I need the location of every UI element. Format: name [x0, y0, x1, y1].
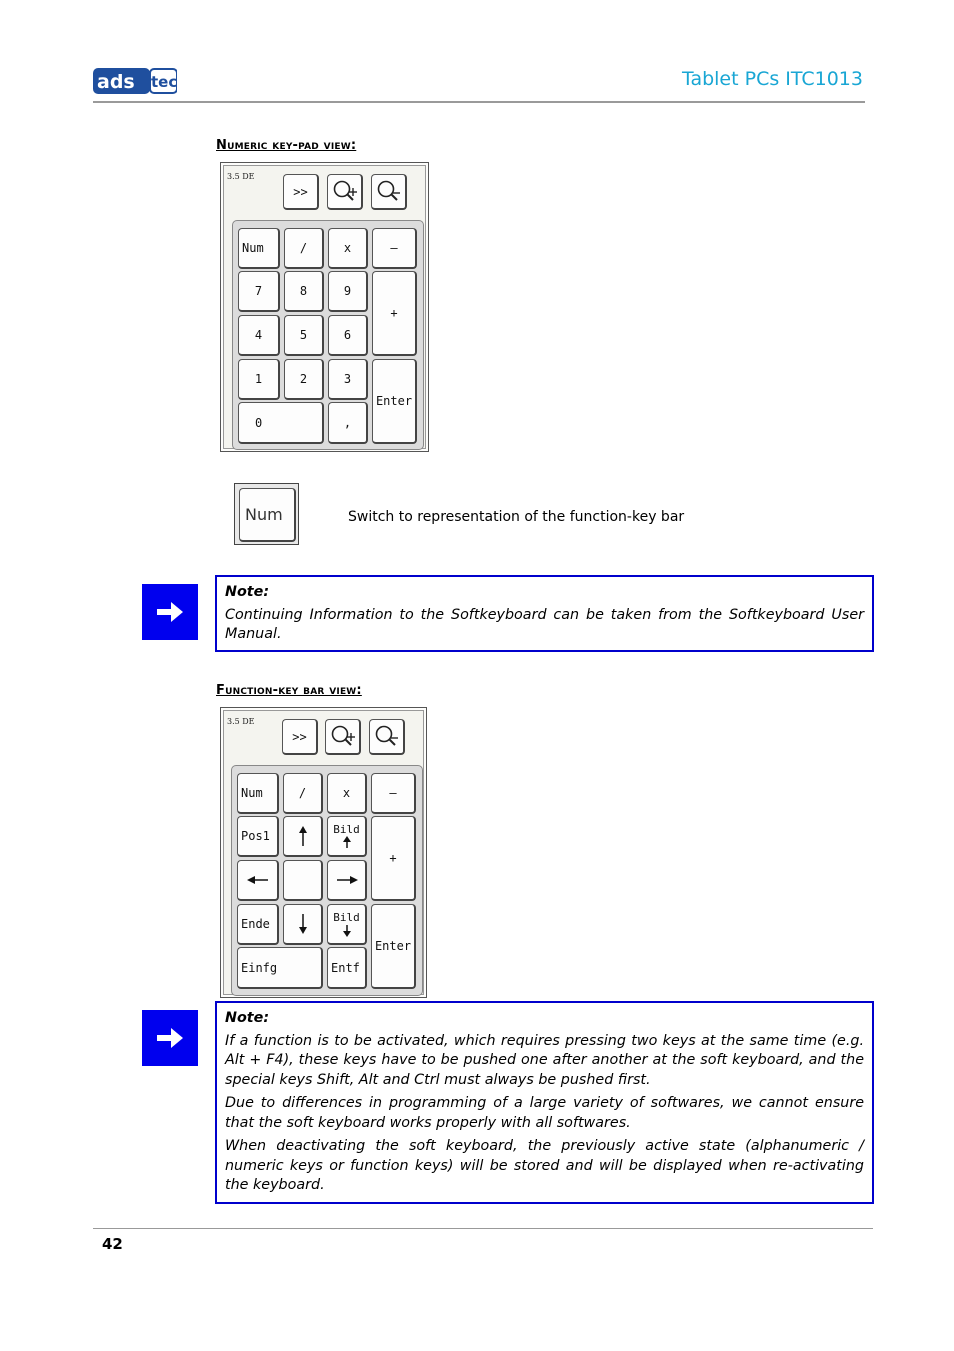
- arrow-right-icon: [155, 599, 185, 625]
- key-divide[interactable]: /: [283, 773, 323, 814]
- key-divide[interactable]: /: [284, 228, 324, 269]
- note-title: Note:: [225, 584, 270, 600]
- key-5[interactable]: 5: [284, 315, 324, 356]
- arrow-right-icon: [155, 1025, 185, 1051]
- key-arrow-right[interactable]: [327, 860, 367, 901]
- key-page-down-label: Bild: [333, 911, 360, 924]
- arrow-up-icon: [297, 825, 309, 847]
- key-minus[interactable]: –: [372, 228, 417, 269]
- key-enter[interactable]: Enter: [372, 359, 417, 444]
- page-number: 42: [102, 1235, 123, 1253]
- zoom-in-button[interactable]: [325, 719, 361, 755]
- key-minus[interactable]: –: [371, 773, 416, 814]
- zoom-out-icon: [373, 723, 401, 751]
- arrow-right-icon: [336, 874, 358, 886]
- key-ende[interactable]: Ende: [237, 904, 279, 945]
- function-keybar-screenshot: [220, 707, 427, 998]
- note-paragraph-1: If a function is to be activated, which requires pressing two keys at the same time (e.g. Alt + F4), these keys have to be pushed one after another at the soft keyboard, and the special keys Shift, Alt and Ctrl must always be pushed first.: [225, 1032, 864, 1088]
- numeric-keypad-section-title: Numeric key-pad view:: [216, 138, 357, 153]
- key-arrow-down[interactable]: [283, 904, 323, 945]
- keypad-panel: [231, 765, 423, 996]
- note-paragraph-2: Due to differences in programming of a large variety of softwares, we cannot ensure that the soft keyboard works properly with all softwares.: [225, 1095, 864, 1131]
- key-9[interactable]: 9: [328, 271, 368, 312]
- key-0[interactable]: 0: [238, 402, 324, 444]
- key-1[interactable]: 1: [238, 359, 280, 400]
- key-entf[interactable]: Entf: [327, 947, 367, 989]
- note-box-2: [215, 1001, 874, 1204]
- svg-text:ads: ads: [97, 71, 135, 93]
- num-key-description: Switch to representation of the function-key bar: [348, 509, 685, 525]
- keypad-frame: [223, 165, 426, 449]
- key-6[interactable]: 6: [328, 315, 368, 356]
- keypad-panel: [232, 220, 424, 450]
- zoom-in-icon: [331, 178, 359, 206]
- key-page-up[interactable]: [327, 816, 367, 857]
- key-num[interactable]: Num: [238, 228, 280, 269]
- key-4[interactable]: 4: [238, 315, 280, 356]
- svg-text:tec: tec: [151, 73, 177, 91]
- key-blank[interactable]: [283, 860, 323, 901]
- arrow-down-icon: [297, 913, 309, 935]
- footer-divider: [93, 1228, 873, 1229]
- zoom-out-button[interactable]: [369, 719, 405, 755]
- key-comma[interactable]: ,: [328, 402, 368, 444]
- key-arrow-up[interactable]: [283, 816, 323, 857]
- key-7[interactable]: 7: [238, 271, 280, 312]
- keypad-frame: [223, 710, 424, 995]
- key-page-up-label: Bild: [333, 823, 360, 836]
- zoom-in-button[interactable]: [327, 174, 363, 210]
- key-page-down[interactable]: [327, 904, 367, 945]
- key-3[interactable]: 3: [328, 359, 368, 400]
- arrow-down-icon: [342, 924, 352, 937]
- note-arrow: [142, 1010, 198, 1066]
- keypad-status: 3.5 DE: [227, 172, 255, 181]
- arrow-up-icon: [342, 836, 352, 849]
- num-key[interactable]: Num: [239, 488, 296, 542]
- numeric-keypad-screenshot: [220, 162, 429, 452]
- adstec-logo: [93, 68, 177, 94]
- key-arrow-left[interactable]: [237, 860, 279, 901]
- key-multiply[interactable]: x: [328, 228, 368, 269]
- key-enter[interactable]: Enter: [371, 904, 416, 989]
- header-title: Tablet PCs ITC1013: [681, 68, 863, 90]
- header-divider: [93, 101, 865, 103]
- next-button[interactable]: >>: [283, 174, 319, 210]
- keypad-status: 3.5 DE: [227, 717, 255, 726]
- note-text: Continuing Information to the Softkeyboard can be taken from the Softkeyboard User Manual.: [225, 606, 864, 642]
- key-pos1[interactable]: Pos1: [237, 816, 279, 857]
- key-num[interactable]: Num: [237, 773, 279, 814]
- next-button[interactable]: >>: [282, 719, 318, 755]
- zoom-out-button[interactable]: [371, 174, 407, 210]
- key-plus[interactable]: +: [371, 816, 416, 901]
- note-paragraph-3: When deactivating the soft keyboard, the previously active state (alphanumeric / numeric keys or function keys) will be stored and will be displayed when re-activating the keyboard.: [225, 1138, 864, 1193]
- key-plus[interactable]: +: [372, 271, 417, 356]
- zoom-in-icon: [329, 723, 357, 751]
- note-title: Note:: [225, 1010, 270, 1026]
- num-key-image: [234, 483, 299, 545]
- zoom-out-icon: [375, 178, 403, 206]
- key-8[interactable]: 8: [284, 271, 324, 312]
- function-keybar-section-title: Function-key bar view:: [216, 683, 362, 698]
- note-box-1: [215, 575, 874, 652]
- key-2[interactable]: 2: [284, 359, 324, 400]
- arrow-left-icon: [247, 874, 269, 886]
- key-einfg[interactable]: Einfg: [237, 947, 323, 989]
- note-arrow: [142, 584, 198, 640]
- key-multiply[interactable]: x: [327, 773, 367, 814]
